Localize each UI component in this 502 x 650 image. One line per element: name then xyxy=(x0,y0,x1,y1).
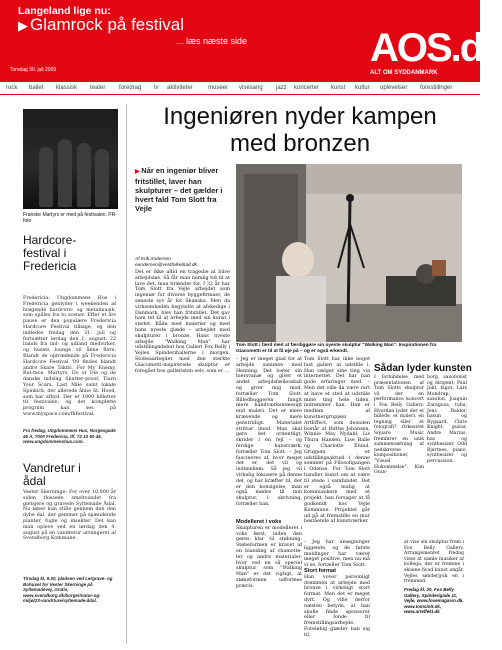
column-divider xyxy=(126,104,127,644)
issue-date: Torsdag 30. juli 2009 xyxy=(10,67,57,73)
nav-item-kunst[interactable]: kunst xyxy=(331,85,346,91)
nav-item-foredrag[interactable]: foredrag xyxy=(119,85,142,91)
article-column: Tom Slott har ikke noget fast galleri at udstille i. Han sælger sine ting via internettet. Det har han gode erfaringer med. – Men det ville da være rart at have et sted at udstille mine ting hele tiden, indrømmer han. Han er medlem af kunstnergruppen ArtEffect, som desuden består af Birthe Johansen, Winnie May Nydahl, Lis Thura Hansen, Lise Balle og Charlotte Elund. Gruppen er udstillingsaktuel i denne sommer på Filosofigangen i Odense. For Tom Slott handler kunst om at være til stede i samfundet. Det er også mulig at kommunikere med et projekt, han forsager at få godkendt hos Vejle Kommune. Projektet går ud på at fremstille en mur bestående af kunstværker. xyxy=(304,357,370,525)
sculptor-photo xyxy=(236,164,462,342)
sidebox-headline: Sådan lyder kunsten xyxy=(374,363,472,374)
band-member-figure xyxy=(77,143,91,207)
logo-text: AOS.dk xyxy=(370,26,502,70)
masthead-subtitle: ... læs næste side xyxy=(176,36,248,46)
story-body: Vester Skerninge: For over 10.000 år siden flossede smeltvandet fra gletsjere og gravede Syltemade Ådal. Nu løber kun stille gennem den den dybe dal, der gemmer på spændende planter, fugle og insekter. Det kan man opleve ved en lørdag den 4. august på en vandretur arrangeret af Svendborg Kommune. xyxy=(23,490,116,542)
nav-item-ballet[interactable]: ballet xyxy=(29,85,44,91)
section-nav xyxy=(0,82,480,95)
nav-item-forestillinger[interactable]: forestillinger xyxy=(420,85,453,91)
sidebox-body: I forbindelse med præsentationen af Tom Slotts skulptur vil der en performance koncert i Fox Belly Gallery. Hvordan lyder der et billede, et maleri, en tegning eller et fotografi? Orkestret Square Music fremfører en unik sammensætning af nedskrevne kompositioner, "Visuel Hukommelse". Kim Gran- xyxy=(374,375,424,476)
nav-item-jazz[interactable]: jazz xyxy=(276,85,287,91)
band-member-figure xyxy=(39,147,53,207)
band-member-figure xyxy=(95,149,109,207)
article-column: Det er ikke altid en tragedie at blive arbejdsløs. Så får man nemlig tid til at lave det, man brænder for. I 32 år har Tom Slott fra Vejle arbejdet som ingeniør for diverse byggefirmaer, de seneste syv år for Skanska. Men da virksomheden begyndte at afskedige i Danmark, blev han fritstillet. Det gav ham tid til at arbejde med sin kunst i stedet. Både med malerier og med hans nyeste glæde – arbejdet med skulpturer i bronze. Hans nyeste arbejde "Walking Man" har udstillingsdebut hos Galleri Fox Belly i Vejles Spinderihallerne i morgen. Stobeaarbejdet med den sterkte Giacometti-inspirerede skulptur er foregået hos galleristen selv, som er ... xyxy=(135,270,230,374)
article-subhead: Modelleret i voks xyxy=(236,519,282,525)
article-subhead: Stort format xyxy=(304,567,337,574)
nav-item-oplevelser[interactable]: oplevelser xyxy=(380,85,408,91)
nav-item-visesang[interactable]: visesang xyxy=(239,85,263,91)
article-column: – Jeg er meget glad for at arbejde sammen med Henning. Det loster sin hiersvanæ og giver et andet arbejdsfællesskab og giver mig mod, fortæller Tom Slott. Billedhuggeren fangit mere håndværksmæssigt end maleri. Det er mere krævende og mere genstridigt. Materialet strittar imod. Man skal gøre det ordentligt, skrider i én fejl – og ferdige kunstværk, fortæller Tom Slott. – Jeg fascineres af, hvor meget det er, det vil og indimellem. Så jeg vil virkelig fokusere på denne del, og har kræfter til, der er den konsigelse, man også mødes til min skulptur, i skrivning, fortæller han. xyxy=(236,357,302,507)
band-photo-caption: Franske Martyrs er med på festivalen. PR-foto xyxy=(23,212,117,224)
story-info: Tirsdag kl. 9.30, pladsen ved Lergrave- og Bohuset for Vester Skerninge på Syltemadevej, Gratis, www.svendborg.dk/borger/natur-og-miljø/23-vandrture/syltemade-ådal. xyxy=(23,576,113,603)
nav-item-museer[interactable]: museer xyxy=(208,85,229,91)
band-member-figure xyxy=(58,139,72,207)
studio-scene xyxy=(236,164,462,342)
sculptor-photo-caption: Tom Slott i færd med at færdiggøre sin nyeste skulptur "Walking Man". Inspirationen fra Giacometti er til at få øje på – og er også erkendt. xyxy=(236,343,437,354)
article-column: – Jeg har ansøgninger liggende, og de første meldinger har været meget positive, men nu må vi se, fortæller Tom Slott. Stort format Han vover personligt drømmen at arbejde med bronze i virkeligt stort format. Men det er meget dyrt. Og ville derfor næsten betyde, at han skulle finde sponsorer eller fonde til fremstillingsarbejde. Foreløbig glæder han sig til xyxy=(304,540,370,638)
band-photo xyxy=(23,109,118,209)
sidebox-info: Fredag kl. 20, Fox Belly Gallery, Spinderigade 11, Vejle, www.foxemagasin.dk, www.tomslott.dk, www.arteffekt.dk xyxy=(404,587,464,614)
masthead-kicker: Langeland lige nu: xyxy=(18,5,111,17)
nav-item-klassisk[interactable]: klassisk xyxy=(56,85,78,91)
nav-item-aktiviteter[interactable]: aktiviteter xyxy=(167,85,193,91)
nav-item-kultur[interactable]: kultur xyxy=(355,85,370,91)
page-title: Ingeniøren nyder kampen med bronzen xyxy=(163,103,437,157)
nav-item-rock[interactable]: rock xyxy=(6,85,18,91)
aos-logo[interactable] xyxy=(370,26,502,76)
nav-item-tv[interactable]: tv xyxy=(154,85,159,91)
story-headline: Hardcore-festival i Fredericia xyxy=(23,233,77,273)
story-info: Fra fredag, Ungdommens Hus, Norgesgade 45 A, 7000 Fredericia, tlf. 72 10 60 45, www.ungdommenshus.com. xyxy=(23,428,116,444)
masthead-banner xyxy=(0,0,502,82)
sidebox-body: borg, saxofonist og dirigent, Paul Jukl, fagot, Lars Mondrup, saxofon, Joaquin Zaragoza, tuba, Jens Balder, basun og Rygaard, Chris Knight, guitar, Andre Marius, bas og synthesizer, Odd Bjertnes, piano, synthesizer og percussion. xyxy=(427,375,467,464)
triangle-icon: ▶ xyxy=(18,18,28,33)
story-body: Fredericia: Ungdommens Hus i Fredericia genlyder i weekenden af brøgende hardcore- og metalmusik, som spilles fra to scener. Efter et års pause er den populære Fredericia Hardcore Festival tilbage, og den indledes fredag den 31. juli og fortsætter lørdag den 1. august. 22 bands fra ind- og udland medvirker, og husets lounge vil åbne flere. Blandt de optrædende på Fredericia Hardcore Festival '09 findes blandt andre Skare Taktic, For My Enemy, Rat-face, Martyrs, Do or Die og de danske indslag Shatter-proof, Tiarn Your Scars, Last Mile samt lokale Spinkick, der allerede åbne St. Hood, som har afbyd. Der er 1000 billetter til festivalen, og det komplette program kan ses på www.myspace.com/fhfestival. xyxy=(23,296,116,417)
article-byline: Af Erik Andersen eandersen@vestfolkeblad.dk xyxy=(135,257,197,268)
nav-item-koncerter[interactable]: koncerter xyxy=(294,85,320,91)
article-column: Modelleret i voks Skulpturen er modelleret i voks først, inden den gøres klar til støbning. Støbeformen er kravet af en blanding af chamotte-ler og andre materialer, hvor ved en så speciel skulptur som "Walking Man" er det vigtigt, at støbeformen udformes præcis. xyxy=(236,519,302,589)
logo-tagline: ALT OM SYDDANMARK xyxy=(370,70,438,76)
nav-item-teater[interactable]: teater xyxy=(90,85,106,91)
masthead-title: ▶ Glamrock på festival xyxy=(18,15,184,34)
sidebox-body: at vise sin skulptur frem i Fox Belly Gallery. Arrangementet fredag vises at samle musiker af kollega, der er fremme i skoene hvad kunst angår. Vejles sønderjysk en i fremmed. xyxy=(404,540,464,585)
article-lede: ▶ Når en ingeniør bliver fritstillet, laver han skulpturer – det gælder i hvert fald Tom Slott fra Vejle xyxy=(135,166,223,213)
story-headline: Vandretur i ådal xyxy=(23,461,81,488)
triangle-icon: ▶ xyxy=(135,169,142,175)
